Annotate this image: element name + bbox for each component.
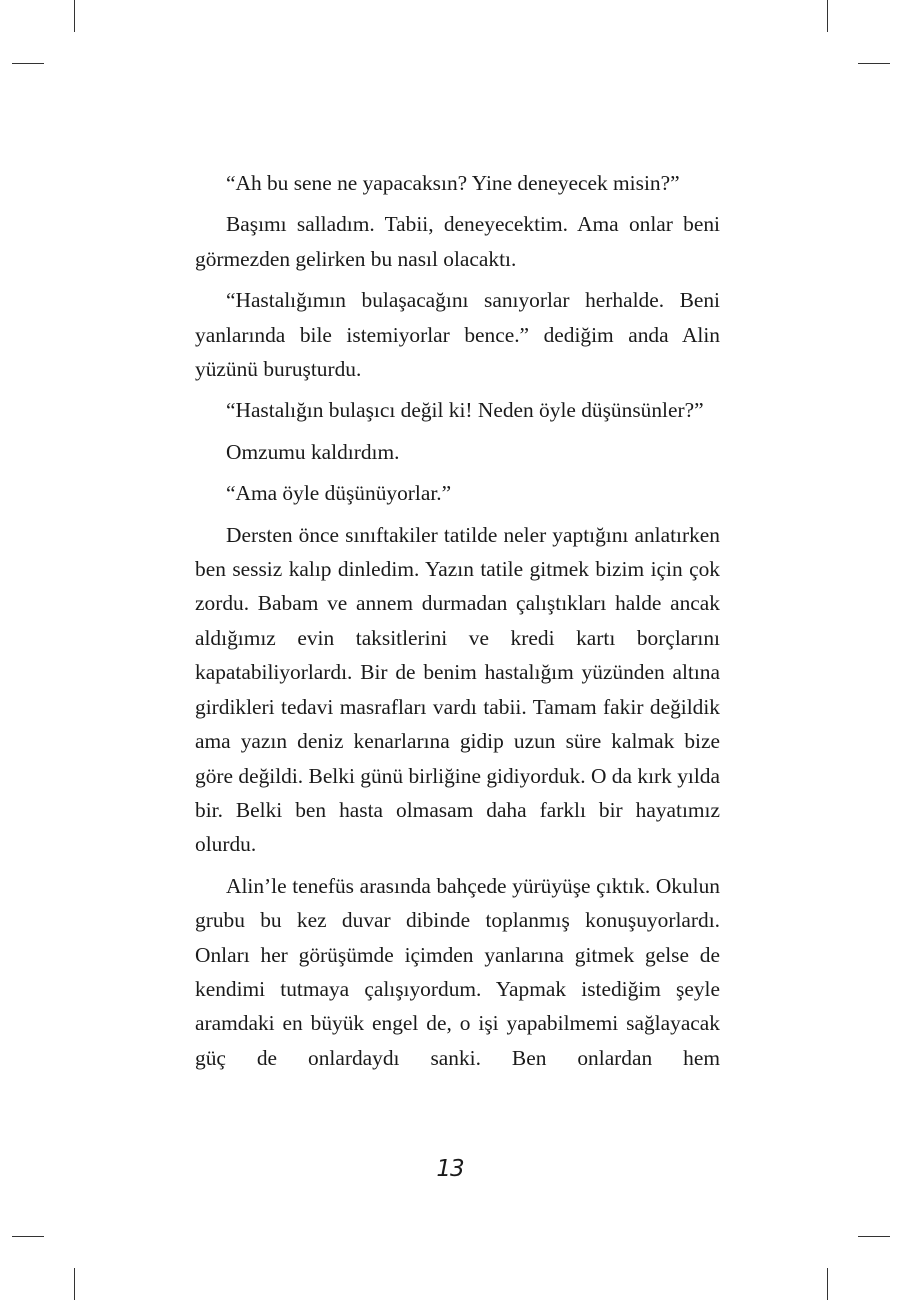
crop-mark-bottom-left [74, 1268, 75, 1300]
paragraph: Alin’le tenefüs arasında bahçede yürüyüşe çıktık. Okulun grubu bu kez duvar dibinde toplanmış konuşuyorlardı. Onları her görüşümde içimden yanlarına gitmek gelse de kendimi tutmaya çalışıyordum. Yapmak istediğim şeyle aramdaki en büyük engel de, o işi yapabilmemi sağlayacak güç de onlardaydı sanki. Ben onlardan hem [195, 873, 720, 1070]
paragraph: “Hastalığın bulaşıcı değil ki! Neden öyle düşünsünler?” [226, 398, 704, 423]
paragraph: “Ama öyle düşünüyorlar.” [226, 481, 452, 506]
crop-mark-right-top [858, 63, 890, 64]
page-number: 13 [436, 1156, 464, 1182]
paragraph: “Hastalığımın bulaşacağını sanıyorlar herhalde. Beni yanlarında bile istemiyorlar bence.” dediğim anda Alin yüzünü buruşturdu. [195, 288, 720, 382]
crop-mark-top-right [827, 0, 828, 32]
paragraph: Başımı salladım. Tabii, deneyecektim. Ama onlar beni görmezden gelirken bu nasıl olacaktı. [195, 212, 720, 271]
crop-mark-right-bottom [858, 1236, 890, 1237]
paragraph: Dersten önce sınıftakiler tatilde neler yaptığını anlatırken ben sessiz kalıp dinledim. Yazın tatile gitmek bizim için çok zordu. Babam ve annem durmadan çalıştıkları halde ancak aldığımız evin taksitlerini ve kredi kartı borçlarını kapatabiliyorlardı. Bir de benim hastalığım yüzünden altına girdikleri tedavi masrafları vardı tabii. Tamam fakir değildik ama yazın deniz kenarlarına gidip uzun süre kalmak bize göre değildi. Belki günü birliğine gidiyorduk. O da kırk yılda bir. Belki ben hasta olmasam daha farklı bir hayatımız olurdu. [195, 522, 720, 857]
crop-mark-left-bottom [12, 1236, 44, 1237]
crop-mark-left-top [12, 63, 44, 64]
paragraph: “Ah bu sene ne yapacaksın? Yine deneyecek misin?” [226, 171, 680, 195]
page-body [195, 166, 720, 1082]
paragraph: Omzumu kaldırdım. [226, 439, 400, 464]
crop-mark-top-left [74, 0, 75, 32]
crop-mark-bottom-right [827, 1268, 828, 1300]
